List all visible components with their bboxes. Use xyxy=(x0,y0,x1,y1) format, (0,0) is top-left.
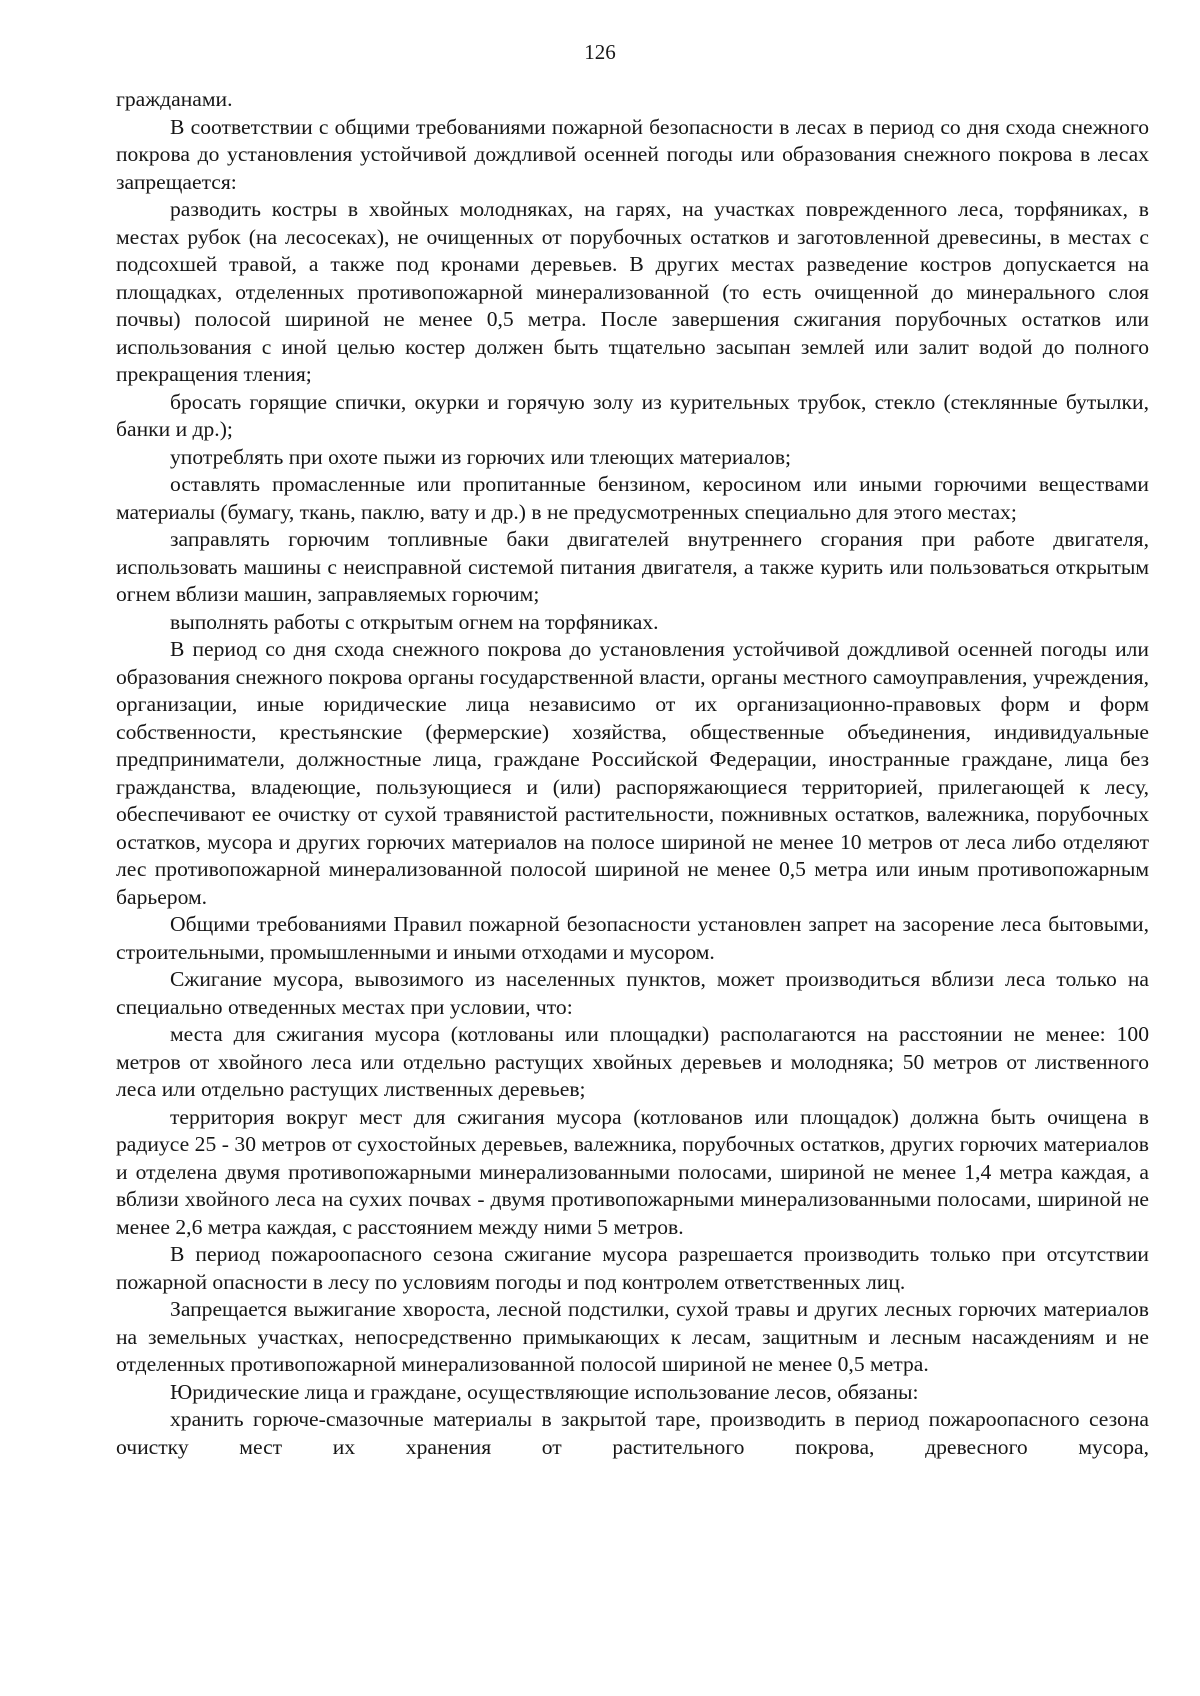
paragraph: В соответствии с общими требованиями пожарной безопасности в лесах в период со дня схода снежного покрова до установления устойчивой дождливой осенней погоды или образования снежного покрова в лесах запрещается: xyxy=(116,114,1149,194)
paragraph: территория вокруг мест для сжигания мусора (котлованов или площадок) должна быть очищена в радиусе 25 - 30 метров от сухостойных деревьев, валежника, порубочных остатков, других горючих материалов и отделена двумя противопожарными минерализованными полосами, шириной не менее 1,4 метра каждая, а вблизи хвойного леса на сухих почвах - двумя противопожарными минерализованными полосами, шириной не менее 2,6 метра каждая, с расстоянием между ними 5 метров. xyxy=(116,1104,1149,1239)
paragraph: Общими требованиями Правил пожарной безопасности установлен запрет на засорение леса бытовыми, строительными, промышленными и иными отходами и мусором. xyxy=(116,912,1149,964)
paragraph: заправлять горючим топливные баки двигателей внутреннего сгорания при работе двигателя, использовать машины с неисправной системой питания двигателя, а также курить или пользоваться открытым огнем вблизи машин, заправляемых горючим; xyxy=(116,527,1149,606)
paragraph: хранить горюче-смазочные материалы в закрытой таре, производить в период пожароопасного сезона очистку мест их хранения от растительного покрова, древесного мусора, xyxy=(116,1407,1149,1459)
page-number: 126 xyxy=(584,40,616,64)
paragraph: выполнять работы с открытым огнем на торфяниках. xyxy=(170,609,659,634)
body-text xyxy=(116,86,1149,1461)
paragraph: оставлять промасленные или пропитанные бензином, керосином или иными горючими веществами материалы (бумагу, ткань, паклю, вату и др.) в не предусмотренных специально для этого местах; xyxy=(116,472,1149,524)
paragraph: Юридические лица и граждане, осуществляющие использование лесов, обязаны: xyxy=(170,1379,919,1404)
paragraph: разводить костры в хвойных молодняках, на гарях, на участках поврежденного леса, торфяниках, в местах рубок (на лесосеках), не очищенных от порубочных остатков и заготовленной древесины, в местах с подсохшей травой, а также под кронами деревьев. В других местах разведение костров допускается на площадках, отделенных противопожарной минерализованной (то есть очищенной до минерального слоя почвы) полосой шириной не менее 0,5 метра. После завершения сжигания порубочных остатков или использования с иной целью костер должен быть тщательно засыпан землей или залит водой до полного прекращения тления; xyxy=(116,197,1149,386)
paragraph: места для сжигания мусора (котлованы или площадки) располагаются на расстоянии не менее: 100 метров от хвойного леса или отдельно растущих хвойных деревьев и молодняка; 50 метров от лиственного леса или отдельно растущих лиственных деревьев; xyxy=(116,1022,1149,1101)
paragraph: бросать горящие спички, окурки и горячую золу из курительных трубок, стекло (стеклянные бутылки, банки и др.); xyxy=(116,389,1149,441)
paragraph: В период пожароопасного сезона сжигание мусора разрешается производить только при отсутствии пожарной опасности в лесу по условиям погоды и под контролем ответственных лиц. xyxy=(116,1242,1149,1294)
paragraph: В период со дня схода снежного покрова до установления устойчивой дождливой осенней погоды или образования снежного покрова органы государственной власти, органы местного самоуправления, учреждения, организации, иные юридические лица независимо от их организационно-правовых форм и форм собственности, крестьянские (фермерские) хозяйства, общественные объединения, индивидуальные предприниматели, должностные лица, граждане Российской Федерации, иностранные граждане, лица без гражданства, владеющие, пользующиеся и (или) распоряжающиеся территорией, прилегающей к лесу, обеспечивают ее очистку от сухой травянистой растительности, пожнивных остатков, валежника, порубочных остатков, мусора и других горючих материалов на полосе шириной не менее 10 метров от леса либо отделяют лес противопожарной минерализованной полосой шириной не менее 0,5 метра или иным противопожарным барьером. xyxy=(116,637,1149,909)
paragraph: употреблять при охоте пыжи из горючих или тлеющих материалов; xyxy=(170,444,792,469)
paragraph-continuation: гражданами. xyxy=(116,87,233,111)
paragraph: Сжигание мусора, вывозимого из населенных пунктов, может производиться вблизи леса только на специально отведенных местах при условии, что: xyxy=(116,967,1149,1019)
paragraph: Запрещается выжигание хвороста, лесной подстилки, сухой травы и других лесных горючих материалов на земельных участках, непосредственно примыкающих к лесам, защитным и лесным насаждениям и не отделенных противопожарной минерализованной полосой шириной не менее 0,5 метра. xyxy=(116,1297,1149,1376)
